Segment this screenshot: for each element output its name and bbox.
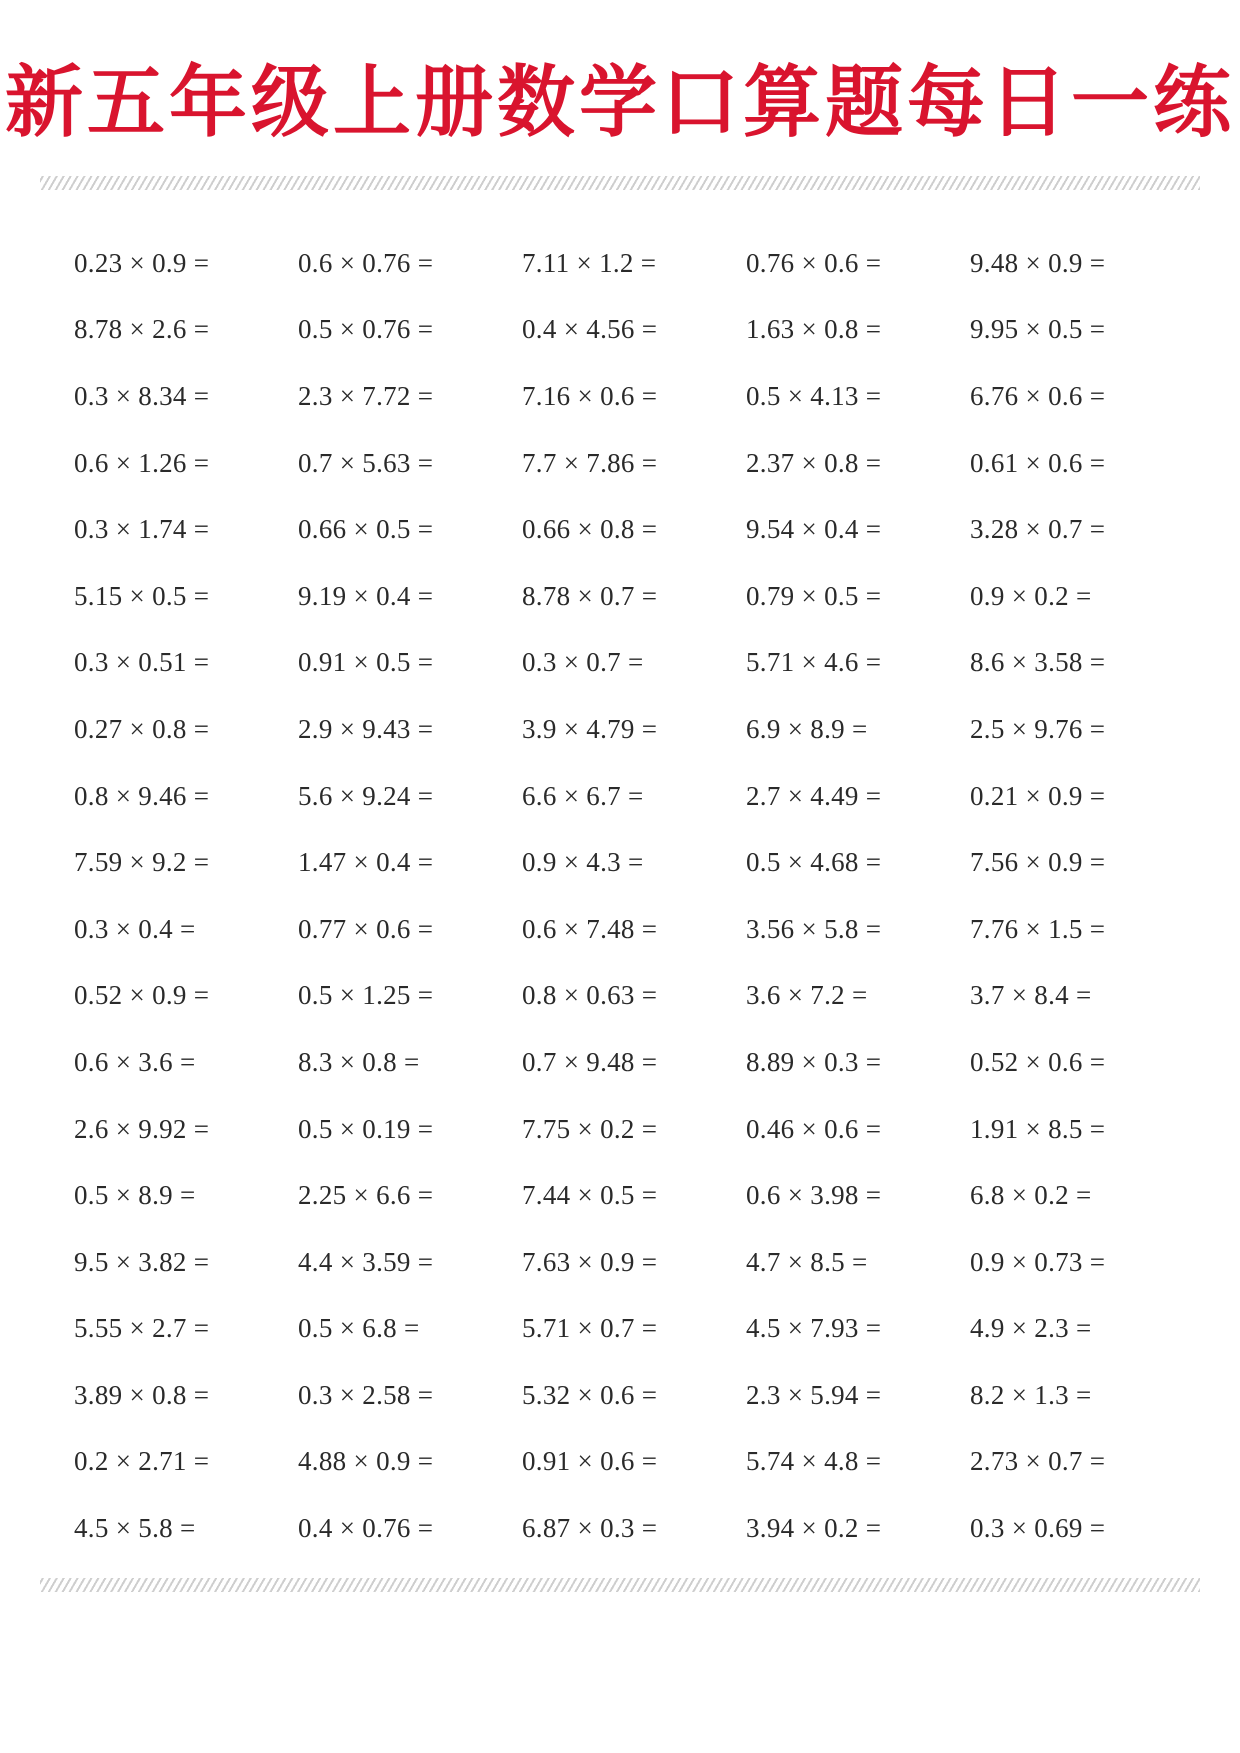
problem-row [74,1296,1194,1363]
problem-item: 7.76 × 1.5 = [970,913,1106,944]
problem-item: 5.71 × 0.7 = [522,1313,658,1344]
problem-item: 0.6 × 7.48 = [522,913,658,944]
problem-item: 0.21 × 0.9 = [970,780,1106,811]
problem-row [74,297,1194,364]
problem-row [74,1096,1194,1163]
problem-item: 0.7 × 5.63 = [298,447,434,478]
problem-item: 0.23 × 0.9 = [74,247,210,278]
problem-row [74,896,1194,963]
problem-item: 9.5 × 3.82 = [74,1246,210,1277]
problem-item: 7.59 × 9.2 = [74,847,210,878]
problem-row [74,1495,1194,1562]
problem-item: 2.3 × 5.94 = [746,1379,882,1410]
problem-item: 5.6 × 9.24 = [298,780,434,811]
problem-item: 0.9 × 0.2 = [970,580,1092,611]
problem-row [74,829,1194,896]
problem-item: 0.4 × 0.76 = [298,1513,434,1544]
problem-item: 6.87 × 0.3 = [522,1513,658,1544]
problem-item: 3.7 × 8.4 = [970,980,1092,1011]
problem-item: 0.3 × 0.7 = [522,647,644,678]
problem-item: 0.76 × 0.6 = [746,247,882,278]
problem-item: 0.6 × 3.6 = [74,1046,196,1077]
problem-item: 7.16 × 0.6 = [522,380,658,411]
problem-row [74,696,1194,763]
problem-item: 5.71 × 4.6 = [746,647,882,678]
problem-item: 4.5 × 5.8 = [74,1513,196,1544]
problem-item: 4.9 × 2.3 = [970,1313,1092,1344]
problem-item: 2.9 × 9.43 = [298,713,434,744]
problem-item: 5.15 × 0.5 = [74,580,210,611]
problem-item: 8.78 × 2.6 = [74,314,210,345]
problem-item: 1.47 × 0.4 = [298,847,434,878]
problem-item: 0.46 × 0.6 = [746,1113,882,1144]
problem-item: 0.9 × 0.73 = [970,1246,1106,1277]
problem-item: 2.25 × 6.6 = [298,1180,434,1211]
problem-item: 0.27 × 0.8 = [74,713,210,744]
problem-item: 3.6 × 7.2 = [746,980,868,1011]
problem-row [74,1362,1194,1429]
problem-row [74,1229,1194,1296]
problem-item: 8.3 × 0.8 = [298,1046,420,1077]
problem-row [74,1029,1194,1096]
problem-item: 7.7 × 7.86 = [522,447,658,478]
problem-row [74,763,1194,830]
problem-item: 2.6 × 9.92 = [74,1113,210,1144]
problem-item: 7.75 × 0.2 = [522,1113,658,1144]
problem-item: 0.91 × 0.5 = [298,647,434,678]
problem-item: 6.9 × 8.9 = [746,713,868,744]
problem-row [74,230,1194,297]
problem-item: 9.54 × 0.4 = [746,514,882,545]
problem-item: 0.5 × 6.8 = [298,1313,420,1344]
problem-item: 0.52 × 0.6 = [970,1046,1106,1077]
problem-row [74,496,1194,563]
problem-item: 0.5 × 4.68 = [746,847,882,878]
problem-item: 9.48 × 0.9 = [970,247,1106,278]
problem-item: 0.61 × 0.6 = [970,447,1106,478]
problem-item: 7.56 × 0.9 = [970,847,1106,878]
problem-item: 3.89 × 0.8 = [74,1379,210,1410]
problem-item: 5.74 × 4.8 = [746,1446,882,1477]
problem-item: 7.63 × 0.9 = [522,1246,658,1277]
page-title: 新五年级上册数学口算题每日一练 [4,57,1235,148]
problem-item: 2.7 × 4.49 = [746,780,882,811]
problem-row [74,1162,1194,1229]
problem-item: 0.52 × 0.9 = [74,980,210,1011]
problem-item: 6.76 × 0.6 = [970,380,1106,411]
problem-item: 0.66 × 0.5 = [298,514,434,545]
problem-item: 3.9 × 4.79 = [522,713,658,744]
problem-item: 0.2 × 2.71 = [74,1446,210,1477]
problem-item: 1.63 × 0.8 = [746,314,882,345]
problem-item: 0.5 × 4.13 = [746,380,882,411]
problem-item: 0.4 × 4.56 = [522,314,658,345]
problem-item: 4.4 × 3.59 = [298,1246,434,1277]
problem-item: 0.3 × 2.58 = [298,1379,434,1410]
problem-item: 0.3 × 8.34 = [74,380,210,411]
problem-row [74,963,1194,1030]
problem-item: 0.7 × 9.48 = [522,1046,658,1077]
problem-item: 2.73 × 0.7 = [970,1446,1106,1477]
bottom-divider [40,1578,1200,1592]
problem-item: 0.6 × 0.76 = [298,247,434,278]
problem-item: 8.2 × 1.3 = [970,1379,1092,1410]
problem-item: 0.8 × 0.63 = [522,980,658,1011]
problem-item: 2.5 × 9.76 = [970,713,1106,744]
problem-item: 4.7 × 8.5 = [746,1246,868,1277]
problem-row [74,630,1194,697]
problem-item: 0.5 × 0.19 = [298,1113,434,1144]
problem-item: 6.8 × 0.2 = [970,1180,1092,1211]
problem-item: 0.8 × 9.46 = [74,780,210,811]
problem-item: 4.5 × 7.93 = [746,1313,882,1344]
problem-item: 2.37 × 0.8 = [746,447,882,478]
problem-item: 9.95 × 0.5 = [970,314,1106,345]
problem-item: 8.89 × 0.3 = [746,1046,882,1077]
problem-item: 3.56 × 5.8 = [746,913,882,944]
problem-grid [74,230,1194,1562]
problem-item: 7.11 × 1.2 = [522,247,657,278]
problem-item: 3.94 × 0.2 = [746,1513,882,1544]
problem-row [74,1429,1194,1496]
problem-item: 0.3 × 0.51 = [74,647,210,678]
problem-item: 0.6 × 1.26 = [74,447,210,478]
problem-item: 4.88 × 0.9 = [298,1446,434,1477]
problem-item: 0.5 × 1.25 = [298,980,434,1011]
problem-row [74,563,1194,630]
problem-item: 5.55 × 2.7 = [74,1313,210,1344]
problem-item: 0.5 × 8.9 = [74,1180,196,1211]
problem-item: 0.3 × 0.69 = [970,1513,1106,1544]
problem-item: 0.3 × 1.74 = [74,514,210,545]
problem-item: 0.6 × 3.98 = [746,1180,882,1211]
problem-row [74,430,1194,497]
problem-item: 0.9 × 4.3 = [522,847,644,878]
problem-item: 0.5 × 0.76 = [298,314,434,345]
problem-item: 3.28 × 0.7 = [970,514,1106,545]
problem-item: 0.3 × 0.4 = [74,913,196,944]
problem-item: 5.32 × 0.6 = [522,1379,658,1410]
problem-item: 9.19 × 0.4 = [298,580,434,611]
problem-item: 0.66 × 0.8 = [522,514,658,545]
problem-item: 1.91 × 8.5 = [970,1113,1106,1144]
problem-item: 0.77 × 0.6 = [298,913,434,944]
problem-item: 0.91 × 0.6 = [522,1446,658,1477]
problem-item: 7.44 × 0.5 = [522,1180,658,1211]
problem-item: 8.6 × 3.58 = [970,647,1106,678]
top-divider [40,176,1200,190]
problem-item: 8.78 × 0.7 = [522,580,658,611]
problem-item: 2.3 × 7.72 = [298,380,434,411]
problem-row [74,363,1194,430]
problem-item: 6.6 × 6.7 = [522,780,644,811]
problem-item: 0.79 × 0.5 = [746,580,882,611]
